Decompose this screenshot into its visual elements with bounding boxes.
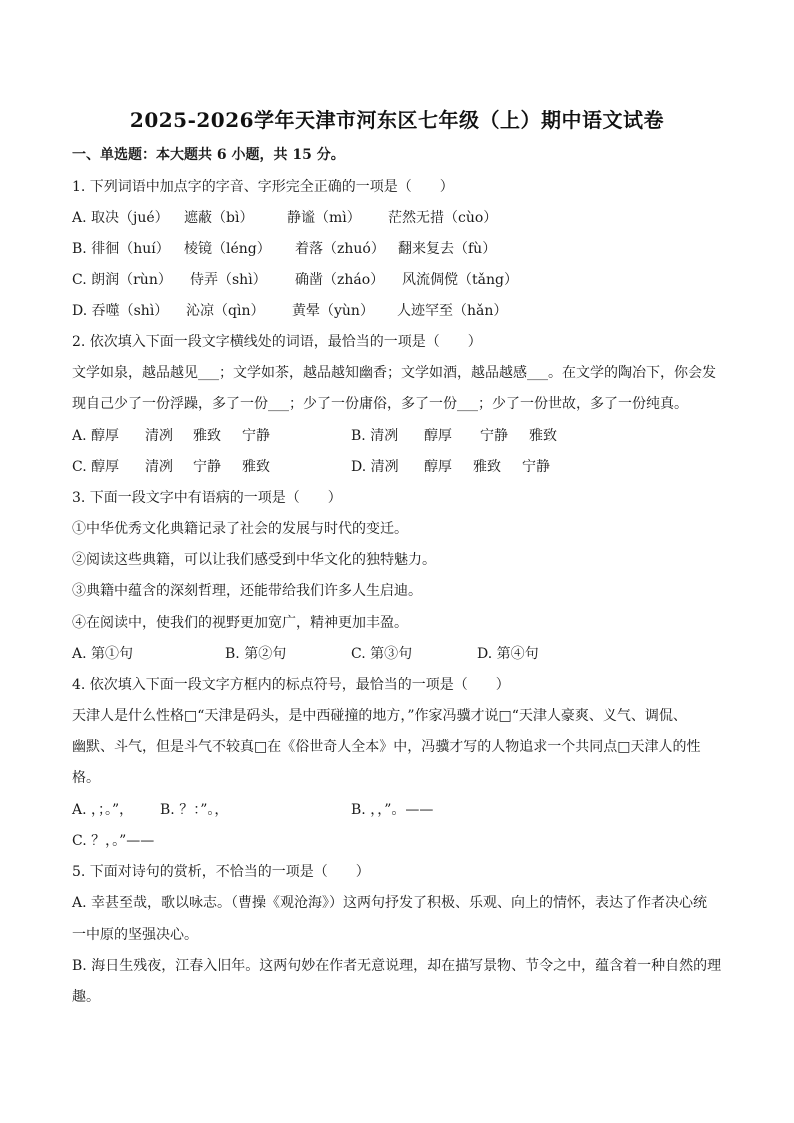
q2-d-word1: D. 清冽 xyxy=(351,459,399,475)
q1-b-word4: 翻来复去（fù） xyxy=(398,241,497,257)
q2-c-word1: C. 醇厚 xyxy=(72,459,120,475)
q2-b-word4: 雅致 xyxy=(529,428,557,444)
q3-option-a: A. 第①句 xyxy=(72,646,134,662)
q4-stem: 4. 依次填入下面一段文字方框内的标点符号，最恰当的一项是（ ） xyxy=(72,677,510,693)
q1-d-word4: 人迹罕至（hǎn） xyxy=(397,303,508,319)
q2-b-word1: B. 清冽 xyxy=(351,428,399,444)
q2-b-word2: 醇厚 xyxy=(424,428,452,444)
q1-c-word3: 确凿（zháo） xyxy=(295,272,385,288)
q4-option-b-inline: B. ？：”。， xyxy=(160,802,229,818)
q2-passage-line1: 文学如泉，越品越见___；文学如茶，越品越知幽香；文学如酒，越品越感___。在文学的陶冶下，你会发 xyxy=(72,365,716,381)
q2-c-word4: 雅致 xyxy=(242,459,270,475)
q1-a-word1: A. 取决（jué） xyxy=(72,210,169,226)
q2-a-word1: A. 醇厚 xyxy=(72,428,120,444)
q2-c-word3: 宁静 xyxy=(193,459,221,475)
q3-option-d: D. 第④句 xyxy=(477,646,539,662)
q4-passage-line2: 幽默、斗气，但是斗气不较真□在《俗世奇人全本》中，冯骥才写的人物追求一个共同点□天津人的性 xyxy=(72,739,701,755)
q1-c-word2: 侍弄（shì） xyxy=(190,272,267,288)
q4-passage-line1: 天津人是什么性格□“天津是码头，是中西碰撞的地方，”作家冯骥才说□“天津人豪爽、义气、调侃、 xyxy=(72,708,687,724)
q1-stem: 1. 下列词语中加点字的字音、字形完全正确的一项是（ ） xyxy=(72,179,454,195)
q2-d-word4: 宁静 xyxy=(522,459,550,475)
q1-a-word2: 遮蔽（bì） xyxy=(184,210,254,226)
q1-b-word2: 棱镜（léng） xyxy=(184,241,271,257)
q3-sentence-1: ①中华优秀文化典籍记录了社会的发展与时代的变迁。 xyxy=(72,521,408,537)
q3-option-b: B. 第②句 xyxy=(225,646,287,662)
q5-option-a-line2: 一中原的坚强决心。 xyxy=(72,927,198,943)
q5-option-b-line1: B. 海日生残夜，江春入旧年。这两句妙在作者无意说理，却在描写景物、节令之中，蕴含着一种自然的理 xyxy=(72,958,722,974)
q4-option-a: A. ，；。”， xyxy=(72,802,134,818)
q1-d-word2: 沁凉（qìn） xyxy=(186,303,265,319)
section-heading-single-choice: 一、单选题：本大题共 6 小题，共 15 分。 xyxy=(72,147,345,163)
q4-option-c: C. ？，。”—— xyxy=(72,833,155,849)
q3-sentence-4: ④在阅读中，使我们的视野更加宽广，精神更加丰盈。 xyxy=(72,615,408,631)
q3-sentence-3: ③典籍中蕴含的深刻哲理，还能带给我们许多人生启迪。 xyxy=(72,583,422,599)
q2-passage-line2: 现自己少了一份浮躁，多了一份___；少了一份庸俗，多了一份___；少了一份世故，多了一份纯真。 xyxy=(72,396,688,412)
q2-d-word2: 醇厚 xyxy=(424,459,452,475)
q1-a-word4: 茫然无措（cùo） xyxy=(388,210,498,226)
q4-passage-line3: 格。 xyxy=(72,770,100,786)
q1-c-word4: 风流倜傥（tǎng） xyxy=(402,272,518,288)
q5-option-b-line2: 趣。 xyxy=(72,989,100,1005)
q1-d-word3: 黄晕（yùn） xyxy=(292,303,374,319)
q2-a-word4: 宁静 xyxy=(242,428,270,444)
q3-option-c: C. 第③句 xyxy=(351,646,413,662)
exam-title: 2025-2026学年天津市河东区七年级（上）期中语文试卷 xyxy=(129,108,665,132)
q2-a-word3: 雅致 xyxy=(193,428,221,444)
q1-c-word1: C. 朗润（rùn） xyxy=(72,272,172,288)
q3-stem: 3. 下面一段文字中有语病的一项是（ ） xyxy=(72,490,342,506)
q1-b-word1: B. 徘徊（huí） xyxy=(72,241,170,257)
q1-b-word3: 着落（zhuó） xyxy=(295,241,385,257)
q2-d-word3: 雅致 xyxy=(473,459,501,475)
q5-stem: 5. 下面对诗句的赏析，不恰当的一项是（ ） xyxy=(72,864,370,880)
q1-a-word3: 静谧（mì） xyxy=(287,210,361,226)
q2-c-word2: 清冽 xyxy=(145,459,173,475)
q4-option-b: B. ，，”。—— xyxy=(351,802,434,818)
q1-d-word1: D. 吞噬（shì） xyxy=(72,303,169,319)
q2-stem: 2. 依次填入下面一段文字横线处的词语，最恰当的一项是（ ） xyxy=(72,334,482,350)
q5-option-a-line1: A. 幸甚至哉，歌以咏志。（曹操《观沧海》）这两句抒发了积极、乐观、向上的情怀，表达了作者决心统 xyxy=(72,895,708,911)
q2-a-word2: 清冽 xyxy=(145,428,173,444)
q3-sentence-2: ②阅读这些典籍，可以让我们感受到中华文化的独特魅力。 xyxy=(72,552,436,568)
q2-b-word3: 宁静 xyxy=(480,428,508,444)
